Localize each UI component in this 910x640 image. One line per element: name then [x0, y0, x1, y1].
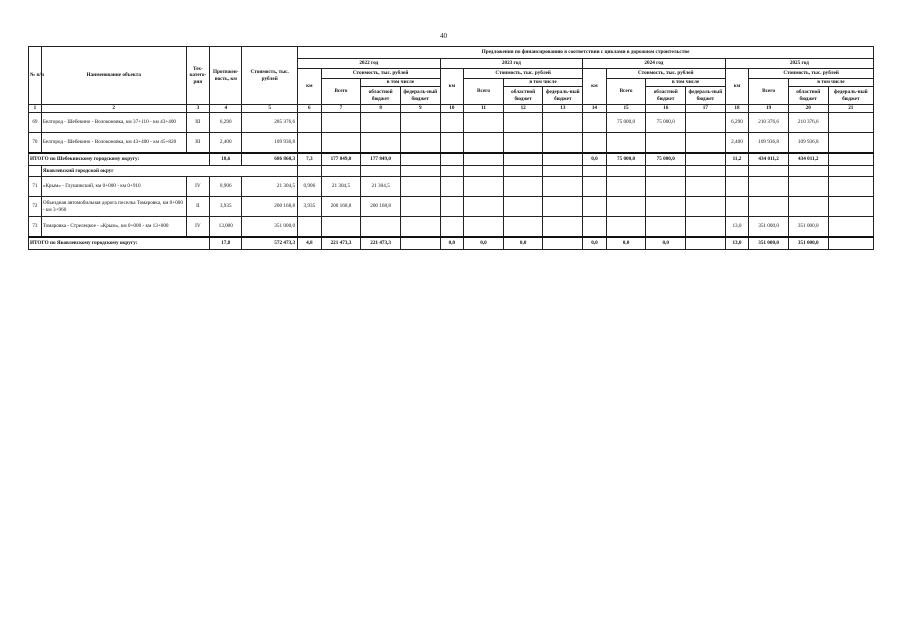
table-cell: 7,3	[298, 153, 322, 166]
table-cell	[503, 153, 543, 166]
total-label: ИТОГО по Шебекинскому городскому округу:	[29, 153, 210, 166]
table-cell: 75 000,0	[646, 113, 686, 133]
table-cell: 0,0	[606, 237, 646, 250]
table-cell	[321, 133, 361, 154]
table-cell	[646, 197, 686, 217]
table-cell	[828, 166, 873, 177]
table-cell	[583, 197, 607, 217]
table-cell	[400, 217, 440, 238]
table-row	[29, 177, 874, 197]
column-index: 16	[646, 105, 686, 113]
cost: 351 000,0	[242, 217, 298, 238]
table-row	[29, 217, 874, 238]
table-cell: 200 168,8	[321, 197, 361, 217]
table-cell	[361, 133, 401, 154]
table-cell: 210 376,6	[788, 113, 828, 133]
table-cell	[503, 166, 543, 177]
table-cell: 21 304,5	[361, 177, 401, 197]
table-cell	[503, 133, 543, 154]
table-cell	[464, 217, 504, 238]
table-body	[29, 113, 874, 250]
table-cell	[464, 153, 504, 166]
table-cell: 75 000,0	[646, 153, 686, 166]
table-cell: 109 936,8	[749, 133, 789, 154]
table-cell	[606, 197, 646, 217]
table-cell	[400, 113, 440, 133]
table-cell	[749, 177, 789, 197]
header-name: Наименование объекта	[41, 47, 186, 105]
category: IV	[186, 217, 210, 238]
object-name: Белгород - Шебекино - Волоконовка, км 43+400 - км 45+820	[41, 133, 186, 154]
table-cell	[400, 133, 440, 154]
column-index: 5	[242, 105, 298, 113]
header-including: в том числе	[503, 79, 582, 87]
total-label: ИТОГО по Яковлевскому городскому округу:	[29, 237, 210, 250]
column-index: 15	[606, 105, 646, 113]
table-row	[29, 113, 874, 133]
table-cell	[725, 166, 749, 177]
table-cell	[464, 177, 504, 197]
table-cell	[440, 177, 464, 197]
table-cell	[321, 113, 361, 133]
section-spacer	[29, 166, 42, 177]
header-cost-thousand: Стоимость, тыс. рублей	[606, 69, 725, 79]
section-title: Яковлевский городской округ	[41, 166, 297, 177]
table-cell: 0,0	[583, 153, 607, 166]
column-index: 17	[686, 105, 726, 113]
header-no: № п/п	[29, 47, 42, 105]
table-row	[29, 133, 874, 154]
table-cell	[606, 133, 646, 154]
table-cell	[828, 237, 873, 250]
table-row	[29, 197, 874, 217]
row-number: 70	[29, 133, 42, 154]
section-row	[29, 166, 874, 177]
length: 6,290	[210, 113, 242, 133]
table-cell	[543, 217, 583, 238]
table-cell	[828, 113, 873, 133]
table-cell: 177 849,0	[361, 153, 401, 166]
table-cell	[298, 217, 322, 238]
table-cell: 177 849,0	[321, 153, 361, 166]
table-cell: 210 376,6	[749, 113, 789, 133]
table-cell: 11,2	[725, 153, 749, 166]
table-cell: 0,0	[583, 237, 607, 250]
cost: 21 304,5	[242, 177, 298, 197]
table-cell	[543, 197, 583, 217]
table-cell: 2,400	[725, 133, 749, 154]
table-cell	[828, 217, 873, 238]
table-cell: 0,906	[298, 177, 322, 197]
table-cell	[361, 217, 401, 238]
table-cell	[686, 153, 726, 166]
table-cell	[686, 133, 726, 154]
table-cell	[646, 133, 686, 154]
column-index: 4	[210, 105, 242, 113]
table-cell: 0,0	[440, 237, 464, 250]
table-cell	[646, 166, 686, 177]
header-federal: федераль-ный бюджет	[543, 87, 583, 105]
table-cell: 351 000,0	[788, 217, 828, 238]
header-regional: областной бюджет	[361, 87, 401, 105]
table-cell	[828, 177, 873, 197]
total-length: 18,6	[210, 153, 242, 166]
header-km: км	[440, 69, 464, 105]
header-length: Протяжен-ность, км	[210, 47, 242, 105]
row-number: 71	[29, 177, 42, 197]
table-cell	[298, 113, 322, 133]
table-cell	[321, 217, 361, 238]
table-cell: 434 011,2	[749, 153, 789, 166]
column-index-row	[29, 105, 874, 113]
object-name: Белгород - Шебекино - Волоконовка, км 37+110 - км 43+400	[41, 113, 186, 133]
table-cell	[583, 177, 607, 197]
table-cell	[543, 133, 583, 154]
table-cell	[583, 217, 607, 238]
column-index: 10	[440, 105, 464, 113]
object-name: «Крым» - Глушинский, км 0+000 - км 0+910	[41, 177, 186, 197]
column-index: 7	[321, 105, 361, 113]
category: III	[186, 113, 210, 133]
table-cell	[440, 113, 464, 133]
table-cell	[464, 166, 504, 177]
table-cell	[788, 166, 828, 177]
table-cell	[686, 113, 726, 133]
table-cell	[749, 166, 789, 177]
category: II	[186, 197, 210, 217]
table-header	[29, 47, 874, 113]
column-index: 20	[788, 105, 828, 113]
header-cost-thousand: Стоимость, тыс. рублей	[321, 69, 440, 79]
object-name: Томаровка - Стрелецкое - «Крым», км 0+000 - км 13+000	[41, 217, 186, 238]
table-cell	[503, 113, 543, 133]
table-cell	[503, 197, 543, 217]
table-cell	[400, 153, 440, 166]
table-cell	[503, 217, 543, 238]
header-regional: областной бюджет	[503, 87, 543, 105]
table-cell: 75 000,0	[606, 113, 646, 133]
table-cell	[606, 217, 646, 238]
table-cell: 109 936,8	[788, 133, 828, 154]
table-cell	[440, 153, 464, 166]
header-federal: федераль-ный бюджет	[400, 87, 440, 105]
table-cell	[606, 177, 646, 197]
table-cell: 13,0	[725, 217, 749, 238]
table-cell: 221 473,3	[361, 237, 401, 250]
table-cell: 351 000,0	[749, 237, 789, 250]
object-name: Объездная автомобильная дорога поселка Томаровка, км 0+000 - км 3+960	[41, 197, 186, 217]
header-proposals: Предложения по финансированию в соответствии с циклами в дорожном строительстве	[298, 47, 874, 59]
table-cell	[361, 113, 401, 133]
column-index: 18	[725, 105, 749, 113]
page-number: 40	[440, 32, 447, 40]
table-cell	[440, 166, 464, 177]
table-cell	[583, 166, 607, 177]
table-cell	[440, 197, 464, 217]
column-index: 14	[583, 105, 607, 113]
table-cell	[828, 133, 873, 154]
table-cell: 434 011,2	[788, 153, 828, 166]
table-cell	[400, 197, 440, 217]
total-row	[29, 153, 874, 166]
table-cell	[400, 166, 440, 177]
header-year: 2025 год	[725, 59, 873, 69]
table-cell	[686, 177, 726, 197]
column-index: 3	[186, 105, 210, 113]
table-cell	[606, 166, 646, 177]
header-total: Всего	[749, 79, 789, 105]
header-km: км	[298, 69, 322, 105]
table-cell	[788, 197, 828, 217]
total-cost: 572 473,3	[242, 237, 298, 250]
header-federal: федераль-ный бюджет	[686, 87, 726, 105]
table-cell	[646, 217, 686, 238]
table-cell	[828, 153, 873, 166]
header-regional: областной бюджет	[788, 87, 828, 105]
cost: 109 936,8	[242, 133, 298, 154]
table-cell	[464, 133, 504, 154]
length: 2,400	[210, 133, 242, 154]
header-cost: Стоимость, тыс. рублей	[242, 47, 298, 105]
length: 3,935	[210, 197, 242, 217]
table-cell: 13,0	[725, 237, 749, 250]
table-cell	[725, 197, 749, 217]
table-cell	[583, 133, 607, 154]
table-cell	[686, 217, 726, 238]
length: 13,000	[210, 217, 242, 238]
column-index: 11	[464, 105, 504, 113]
total-length: 17,8	[210, 237, 242, 250]
table-cell	[440, 133, 464, 154]
table-cell: 4,8	[298, 237, 322, 250]
table-cell	[400, 177, 440, 197]
table-cell	[543, 113, 583, 133]
table-cell	[828, 197, 873, 217]
table-cell	[298, 133, 322, 154]
table-cell	[543, 177, 583, 197]
header-km: км	[725, 69, 749, 105]
header-regional: областной бюджет	[646, 87, 686, 105]
row-number: 69	[29, 113, 42, 133]
header-including: в том числе	[361, 79, 440, 87]
header-year: 2022 год	[298, 59, 441, 69]
header-total: Всего	[321, 79, 361, 105]
column-index: 9	[400, 105, 440, 113]
column-index: 21	[828, 105, 873, 113]
header-federal: федераль-ный бюджет	[828, 87, 873, 105]
table-cell	[583, 113, 607, 133]
table-cell	[464, 197, 504, 217]
column-index: 1	[29, 105, 42, 113]
header-year: 2023 год	[440, 59, 583, 69]
total-row	[29, 237, 874, 250]
table-cell	[503, 177, 543, 197]
table-cell	[788, 177, 828, 197]
length: 0,906	[210, 177, 242, 197]
category: III	[186, 133, 210, 154]
column-index: 12	[503, 105, 543, 113]
header-including: в том числе	[788, 79, 873, 87]
table-cell	[646, 177, 686, 197]
header-km: км	[583, 69, 607, 105]
header-cost-thousand: Стоимость, тыс. рублей	[464, 69, 583, 79]
table-cell	[298, 166, 322, 177]
table-cell: 21 304,5	[321, 177, 361, 197]
table-cell: 3,935	[298, 197, 322, 217]
header-year: 2024 год	[583, 59, 726, 69]
category: IV	[186, 177, 210, 197]
table-cell	[686, 197, 726, 217]
header-total: Всего	[606, 79, 646, 105]
table-cell: 351 000,0	[749, 217, 789, 238]
header-category: Тех-катего-рия	[186, 47, 210, 105]
table-cell	[725, 177, 749, 197]
table-cell	[686, 166, 726, 177]
table-cell	[321, 166, 361, 177]
table-cell: 0,0	[646, 237, 686, 250]
cost: 285 376,6	[242, 113, 298, 133]
row-number: 73	[29, 217, 42, 238]
total-cost: 686 860,3	[242, 153, 298, 166]
column-index: 8	[361, 105, 401, 113]
header-total: Всего	[464, 79, 504, 105]
cost: 200 168,8	[242, 197, 298, 217]
column-index: 13	[543, 105, 583, 113]
table-cell	[543, 237, 583, 250]
table-cell: 221 473,3	[321, 237, 361, 250]
header-including: в том числе	[646, 79, 725, 87]
table-cell: 351 000,0	[788, 237, 828, 250]
table-cell: 0,0	[503, 237, 543, 250]
table-cell: 0,0	[464, 237, 504, 250]
table-cell: 6,290	[725, 113, 749, 133]
table-cell	[543, 166, 583, 177]
column-index: 6	[298, 105, 322, 113]
table-cell	[543, 153, 583, 166]
column-index: 19	[749, 105, 789, 113]
row-number: 72	[29, 197, 42, 217]
table-cell	[686, 237, 726, 250]
column-index: 2	[41, 105, 186, 113]
table-cell	[400, 237, 440, 250]
table-cell	[464, 113, 504, 133]
table-cell: 75 000,0	[606, 153, 646, 166]
table-cell: 200 168,8	[361, 197, 401, 217]
table-cell	[361, 166, 401, 177]
financing-table	[28, 46, 874, 250]
table-cell	[749, 197, 789, 217]
header-cost-thousand: Стоимость, тыс. рублей	[749, 69, 874, 79]
table-cell	[440, 217, 464, 238]
